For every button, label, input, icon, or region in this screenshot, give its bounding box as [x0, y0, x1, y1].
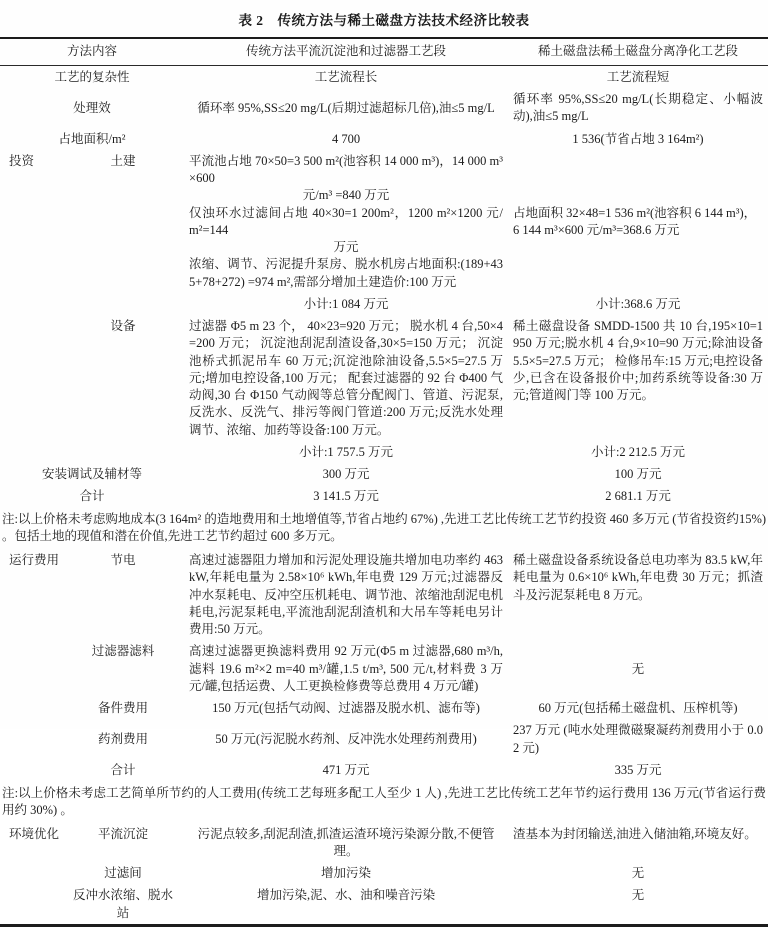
traditional-value: 增加污染,泥、水、油和噪音污染 [256, 888, 436, 903]
traditional-value: 150 万元(包括气动阀、过滤器及脱水机、滤布等) [212, 701, 480, 715]
civil-rare-line: 6 144 m³×600 元/m³=368.6 万元 [513, 222, 680, 237]
row-label: 工艺的复杂性 [54, 69, 130, 84]
row-process-complexity [0, 66, 768, 89]
subcategory-label: 过滤间 [104, 866, 142, 880]
traditional-value: 工艺流程长 [314, 69, 378, 84]
row-filter-media [0, 641, 768, 698]
subcategory-label: 平流沉淀 [98, 826, 149, 841]
table-header [0, 38, 768, 66]
traditional-value: 4 700 [331, 131, 361, 146]
rare-earth-value: 无 [631, 661, 645, 676]
row-investment-equipment [0, 316, 768, 442]
traditional-subtotal: 小计:1 757.5 万元 [298, 444, 394, 459]
category-label-environment: 环境优化 [9, 826, 60, 841]
row-label: 合计 [110, 762, 136, 777]
rare-earth-value: 循环率 95%,SS≤20 mg/L(长期稳定、小幅波动),油≤5 mg/L [513, 92, 764, 124]
traditional-value: 高速过滤器阻力增加和污泥处理设施共增加电功率约 463 kW,年耗电量为 2.58×10⁶ kWh,年电费 129 万元;过滤器反冲水泵耗电、反冲空压机耗电、调节池、浓缩池刮泥电机耗电,污泥泵耗电,平流池刮泥刮渣机和大吊车等耗电另计费用:50 万元。 [189, 553, 504, 636]
row-running-total [0, 759, 768, 781]
category-label-investment: 投资 [9, 153, 35, 168]
row-label: 处理效 [73, 100, 111, 115]
row-land-area [0, 128, 768, 150]
subcategory-label: 设备 [110, 319, 136, 333]
traditional-value: 300 万元 [322, 467, 370, 481]
subcategory-label: 反冲水浓缩、脱水站 [73, 888, 174, 920]
row-env-backwash-station [0, 885, 768, 926]
row-label: 合计 [79, 489, 105, 504]
traditional-value: 过滤器 Φ5 m 23 个， 40×23=920 万元； 脱水机 4 台,50×4=200 万元； 沉淀池刮泥刮渣设备,30×5=150 万元； 沉淀池桥式抓泥吊车 60 万元;沉淀池除油设备,5.5×5=27.5 万元;增加电控设备,100 万元； 配套过滤器的 92 台 Φ400 气动阀,30 台 Φ150 气动阀等总管分配阀门、管道、污泥泵,反洗水、反洗气、排污等阀门管道:200 万元;反洗水处理调节、浓缩、加药等设备:100 万元。 [189, 319, 504, 437]
investment-note-row [0, 508, 768, 550]
rare-earth-value: 60 万元(包括稀土磁盘机、压榨机等) [538, 701, 738, 715]
row-spare-parts [0, 698, 768, 720]
subcategory-label: 药剂费用 [98, 731, 149, 746]
table-title: 表 2 传统方法与稀土磁盘方法技术经济比较表 [238, 13, 530, 28]
row-chemical-cost [0, 720, 768, 760]
running-cost-note-row [0, 782, 768, 824]
traditional-value [184, 150, 508, 293]
traditional-value: 循环率 95%,SS≤20 mg/L(后期过滤超标几倍),油≤5 mg/L [197, 100, 495, 115]
row-label: 占地面积/m² [58, 131, 126, 146]
civil-trad-line: 浓缩、调节、污泥提升泵房、脱水机房占地面积:(189+435+78+272) =974 m²,需部分增加土建造价:100 万元 [189, 257, 504, 289]
row-investment-civil [0, 150, 768, 293]
traditional-value: 50 万元(污泥脱水药剂、反冲洗水处理药剂费用) [215, 731, 477, 746]
header-rare-earth-method: 稀土磁盘法稀土磁盘分离净化工艺段 [508, 38, 768, 66]
category-label-running-cost: 运行费用 [9, 553, 60, 567]
header-row [0, 38, 768, 66]
civil-rare-line: 占地面积 32×48=1 536 m²(池容积 6 144 m³)， [513, 205, 757, 220]
rare-earth-value [508, 150, 768, 293]
rare-earth-total: 2 681.1 万元 [605, 489, 671, 504]
traditional-total: 471 万元 [322, 762, 370, 777]
traditional-value: 污泥点较多,刮泥刮渣,抓渣运渣环境污染源分散,不便管理。 [197, 826, 495, 858]
header-traditional-method: 传统方法平流沉淀池和过滤器工艺段 [184, 38, 508, 66]
subcategory-label: 节电 [110, 553, 136, 567]
rare-earth-total: 335 万元 [614, 762, 662, 777]
subcategory-label: 备件费用 [98, 701, 149, 715]
civil-trad-line: 仅浊环水过滤间占地 40×30=1 200m²，1200 m²×1200 元/ m²=144 [189, 205, 504, 237]
rare-earth-value: 100 万元 [614, 467, 662, 481]
row-civil-subtotal [0, 293, 768, 315]
rare-earth-value: 237 万元 (吨水处理微磁聚凝药剂费用小于 0.02 元) [513, 723, 764, 755]
row-installation [0, 464, 768, 486]
row-label: 安装调试及辅材等 [42, 467, 143, 481]
comparison-table [0, 37, 768, 927]
rare-earth-value: 1 536(节省占地 3 164m²) [572, 131, 704, 146]
civil-trad-line: 万元 [333, 240, 359, 254]
row-env-filter-room [0, 863, 768, 885]
subcategory-label: 过滤器滤料 [91, 644, 155, 659]
traditional-value: 高速过滤器更换滤料费用 92 万元(Φ5 m 过滤器,680 m³/h,滤料 19.6 m²×2 m=40 m³/罐,1.5 t/m³, 500 元/t,材料费 3 万元/罐,包括运费、人工更换检修费等总费用 4 万元/罐) [189, 644, 504, 693]
row-investment-total [0, 486, 768, 508]
traditional-total: 3 141.5 万元 [313, 489, 379, 504]
row-treatment-effect [0, 89, 768, 129]
traditional-subtotal: 小计:1 084 万元 [303, 296, 389, 311]
rare-earth-value: 无 [631, 866, 645, 880]
rare-earth-subtotal: 小计:368.6 万元 [595, 296, 681, 311]
header-method-content: 方法内容 [0, 38, 184, 66]
row-equipment-subtotal [0, 441, 768, 463]
investment-note: 注:以上价格未考虑购地成本(3 164m² 的造地费用和土地增值等,节省占地约 67%) ,先进工艺比传统工艺节约投资 460 多万元 (节省投资约15%) 。包括土地的现值和潜在价值,先进工艺节约超过 600 多万元。 [2, 512, 767, 544]
row-env-sedimentation [0, 823, 768, 863]
rare-earth-value: 渣基本为封闭输送,油进入储油箱,环境友好。 [513, 826, 757, 841]
rare-earth-subtotal: 小计:2 212.5 万元 [590, 444, 686, 459]
civil-trad-line: 元/m³ =840 万元 [302, 188, 390, 203]
subcategory-label: 土建 [110, 153, 136, 168]
rare-earth-value: 稀土磁盘设备 SMDD-1500 共 10 台,195×10=1 950 万元;脱水机 4 台,9×10=90 万元;除油设备 5.5×5=27.5 万元； 检修吊车:15 万元;电控设备少,已含在设备报价中;加药系统等设备:30 万元;管道阀门等 100 万元。 [513, 319, 764, 402]
row-running-power-saving [0, 550, 768, 641]
civil-trad-line: 平流池占地 70×50=3 500 m²(池容积 14 000 m³)，14 000 m³×600 [189, 153, 504, 185]
rare-earth-value: 工艺流程短 [606, 69, 670, 84]
rare-earth-value: 无 [631, 888, 645, 903]
traditional-value: 增加污染 [321, 866, 372, 880]
rare-earth-value: 稀土磁盘设备系统设备总电功率为 83.5 kW,年耗电量为 0.6×10⁶ kWh,年电费 30 万元；抓渣斗及污泥泵耗电 8 万元。 [513, 553, 764, 602]
running-cost-note: 注:以上价格未考虑工艺简单所节约的人工费用(传统工艺每班多配工人至少 1 人) ,先进工艺比传统工艺年节约运行费用 136 万元(节省运行费用约 30%) 。 [2, 785, 767, 817]
